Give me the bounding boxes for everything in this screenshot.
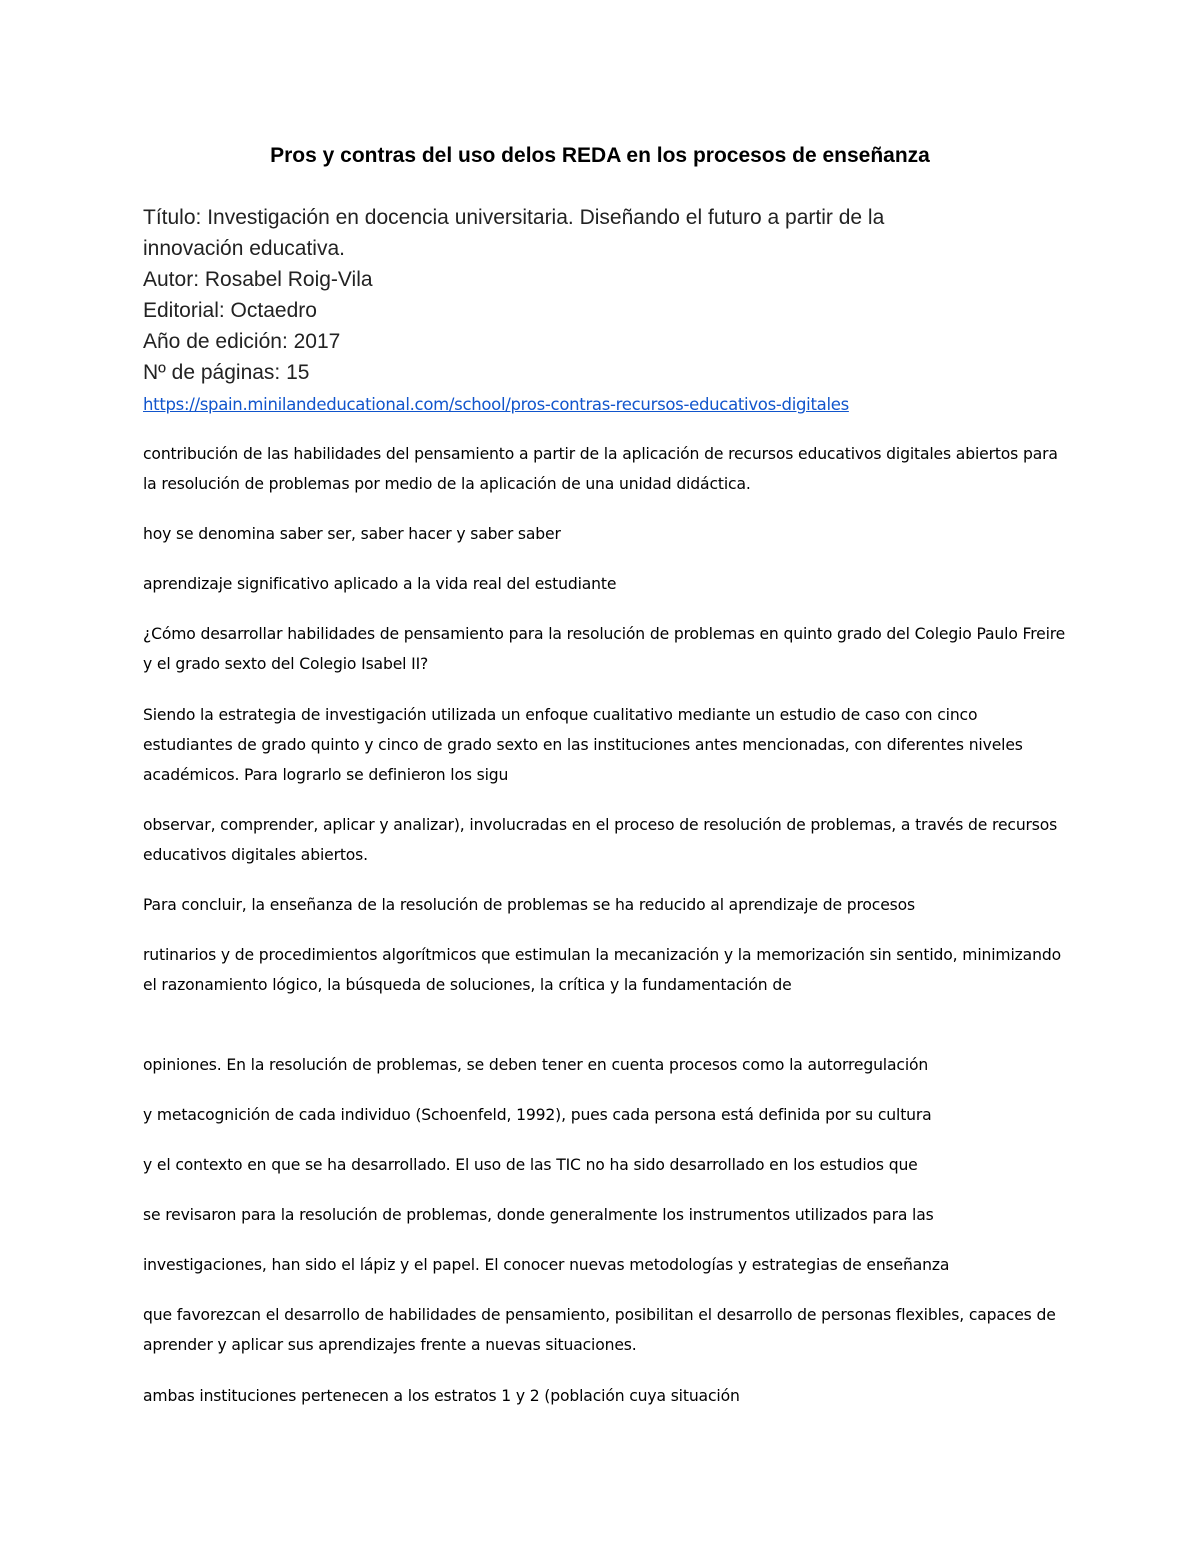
paragraph-13: investigaciones, han sido el lápiz y el papel. El conocer nuevas metodologías y estrategias de enseñanza [143,1256,950,1274]
book-metadata [143,202,1043,420]
source-link-line [143,388,1043,420]
meta-title-line-1: Título: Investigación en docencia universitaria. Diseñando el futuro a partir de la [143,206,885,229]
paragraph-1: contribución de las habilidades del pensamiento a partir de la aplicación de recursos educativos digitales abiertos para la resolución de problemas por medio de la aplicación de una unidad didáctica. [143,445,1058,493]
paragraph-12: se revisaron para la resolución de problemas, donde generalmente los instrumentos utilizados para las [143,1206,934,1224]
paragraph-3: aprendizaje significativo aplicado a la vida real del estudiante [143,575,617,593]
document-title: Pros y contras del uso delos REDA en los procesos de enseñanza [270,144,930,167]
paragraph-11: y el contexto en que se ha desarrollado. El uso de las TIC no ha sido desarrollado en los estudios que [143,1156,918,1174]
meta-publisher: Editorial: Octaedro [143,299,317,322]
paragraph-8: rutinarios y de procedimientos algorítmicos que estimulan la mecanización y la memorización sin sentido, minimizando el razonamiento lógico, la búsqueda de soluciones, la crítica y la fundamentación de [143,946,1061,994]
paragraph-15: ambas instituciones pertenecen a los estratos 1 y 2 (población cuya situación [143,1387,740,1405]
source-link[interactable]: https://spain.minilandeducational.com/school/pros-contras-recursos-educativos-digitales [143,395,849,414]
paragraph-14: que favorezcan el desarrollo de habilidades de pensamiento, posibilitan el desarrollo de personas flexibles, capaces de aprender y aplicar sus aprendizajes frente a nuevas situaciones. [143,1306,1056,1354]
meta-year: Año de edición: 2017 [143,330,341,353]
paragraph-6: observar, comprender, aplicar y analizar), involucradas en el proceso de resolución de problemas, a través de recursos educativos digitales abiertos. [143,816,1058,864]
paragraph-10: y metacognición de cada individuo (Schoenfeld, 1992), pues cada persona está definida por su cultura [143,1106,932,1124]
paragraph-7: Para concluir, la enseñanza de la resolución de problemas se ha reducido al aprendizaje de procesos [143,896,915,914]
paragraph-4: ¿Cómo desarrollar habilidades de pensamiento para la resolución de problemas en quinto grado del Colegio Paulo Freire y el grado sexto del Colegio Isabel II? [143,625,1066,673]
paragraph-5: Siendo la estrategia de investigación utilizada un enfoque cualitativo mediante un estudio de caso con cinco estudiantes de grado quinto y cinco de grado sexto en las instituciones antes mencionadas, con diferentes niveles académicos. Para lograrlo se definieron los sigu [143,706,1023,784]
meta-pages: Nº de páginas: 15 [143,361,310,384]
paragraph-9: opiniones. En la resolución de problemas, se deben tener en cuenta procesos como la autorregulación [143,1056,929,1074]
meta-author: Autor: Rosabel Roig-Vila [143,268,373,291]
meta-title-line-2: innovación educativa. [143,237,345,260]
paragraph-2: hoy se denomina saber ser, saber hacer y saber saber [143,525,561,543]
